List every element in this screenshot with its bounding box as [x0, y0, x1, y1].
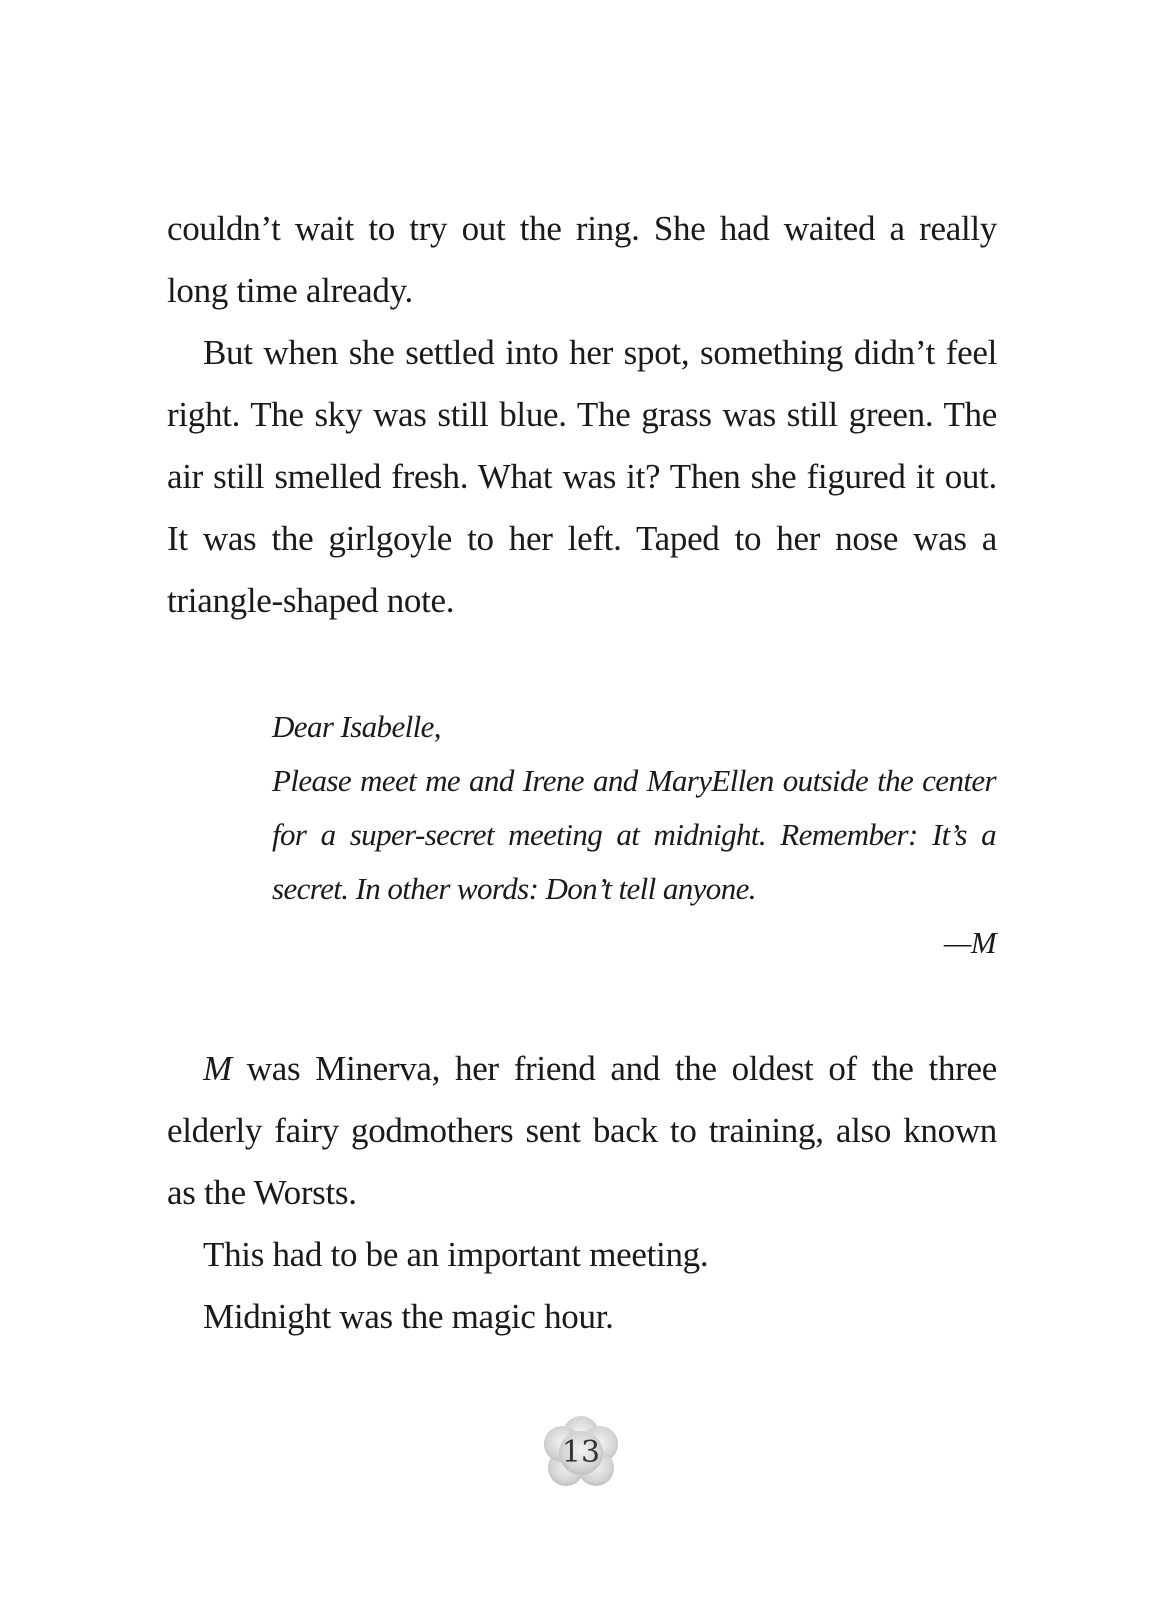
paragraph-girlgoyle-note: But when she settled into her spot, something didn’t feel right. The sky was still blue. The grass was still green. The air still smelled fresh. What was it? Then she figured it out. It was the girlgoyle to her left. Taped to her nose was a triangle-shaped note. [167, 333, 997, 620]
triangle-note-letter [272, 700, 996, 970]
paragraph-continued: couldn’t wait to try out the ring. She had waited a really long time already. [167, 209, 997, 310]
bottom-text-block [167, 1038, 997, 1348]
paragraph-magic-hour: Midnight was the magic hour. [203, 1297, 614, 1336]
letter-signature: —M [943, 925, 996, 960]
letter-body: Please meet me and Irene and MaryEllen outside the center for a super-secret meeting at midnight. Remember: It’s a secret. In other words: Don’t tell anyone. [272, 763, 996, 906]
italic-m-lead: M [203, 1049, 232, 1088]
top-text-block [167, 198, 997, 632]
paragraph-minerva [167, 1038, 997, 1224]
page-number: 13 [561, 1435, 601, 1470]
paragraph-important-meeting: This had to be an important meeting. [203, 1235, 709, 1274]
page-number-badge [538, 1414, 624, 1492]
letter-salutation: Dear Isabelle, [272, 709, 441, 744]
paragraph-minerva-rest: was Minerva, her friend and the oldest of the three elderly fairy godmothers sent back to training, also known as the Worsts. [167, 1049, 997, 1212]
